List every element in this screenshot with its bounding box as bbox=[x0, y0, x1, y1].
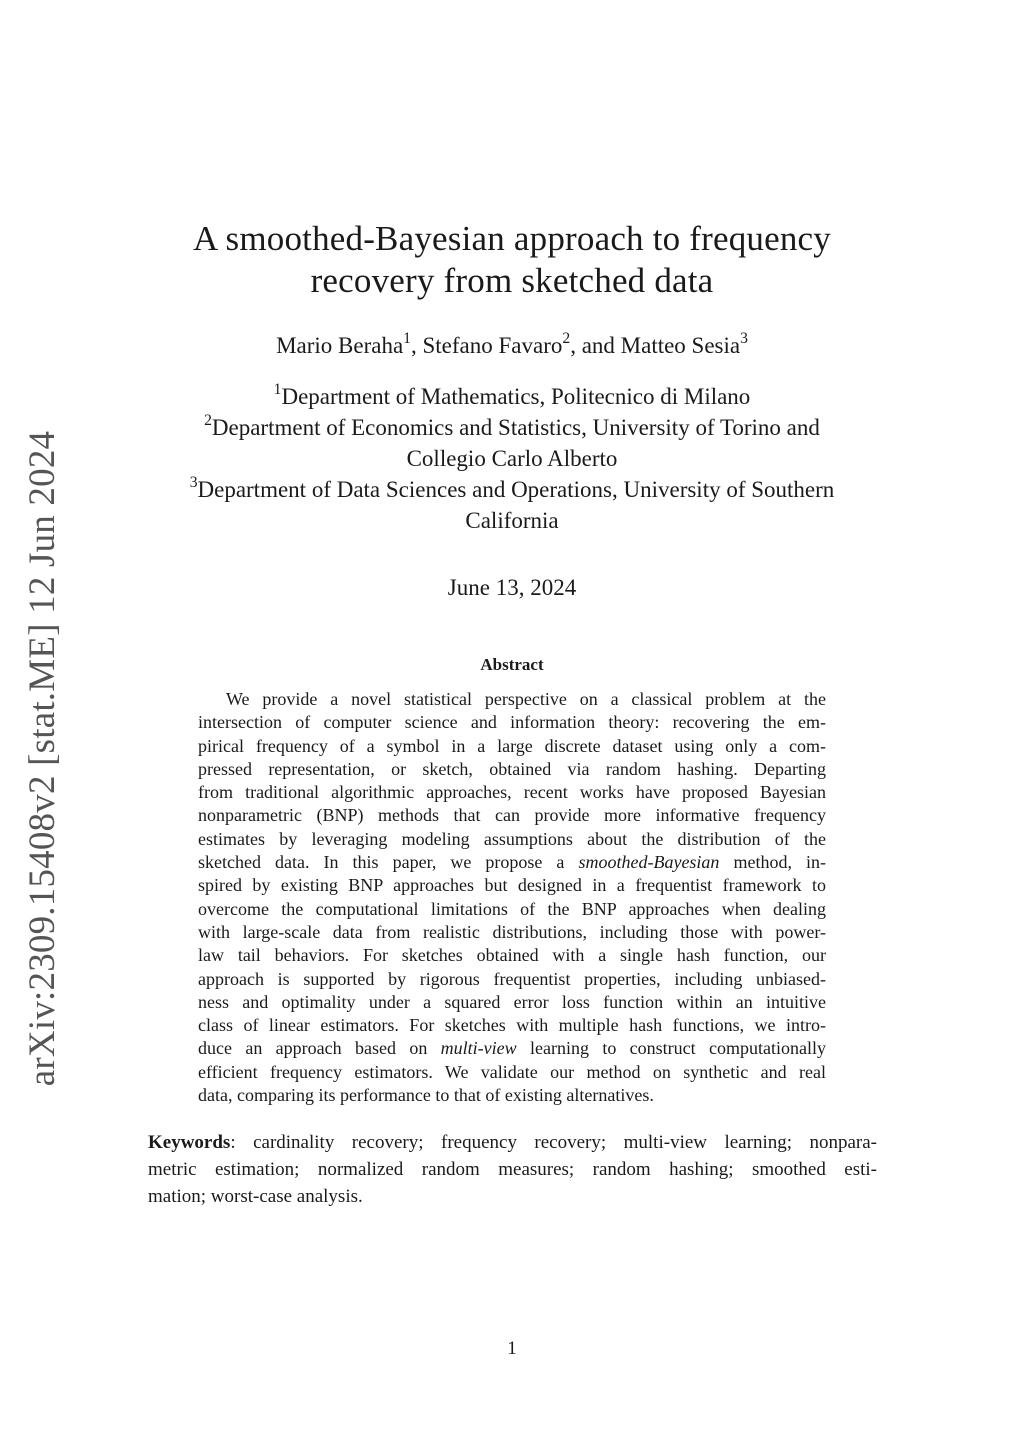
abstract-line: with large-scale data from realistic distributions, including those with power- bbox=[198, 921, 826, 942]
title-line-2: recovery from sketched data bbox=[310, 261, 714, 300]
author-name: Mario Beraha bbox=[276, 333, 404, 358]
author-affiliation-mark: 3 bbox=[740, 329, 748, 347]
author-list bbox=[150, 331, 874, 361]
abstract-line: spired by existing BNP approaches but designed in a frequentist framework to bbox=[198, 875, 826, 896]
author-separator: , bbox=[410, 333, 423, 358]
abstract-line: intersection of computer science and information theory: recovering the em- bbox=[198, 712, 826, 733]
abstract-body bbox=[198, 688, 826, 1107]
keywords-line: Keywords: cardinality recovery; frequency recovery; multi-view learning; nonpara- bbox=[148, 1132, 877, 1153]
affiliation-1 bbox=[150, 381, 874, 412]
affiliation-3-continued: California bbox=[465, 508, 559, 533]
abstract-line: ness and optimality under a squared error loss function within an intuitive bbox=[198, 991, 826, 1012]
affiliation-mark: 3 bbox=[189, 473, 198, 491]
affiliation-2-continued: Collegio Carlo Alberto bbox=[406, 446, 618, 471]
abstract-line: class of linear estimators. For sketches with multiple hash functions, we intro- bbox=[198, 1015, 826, 1036]
abstract-line: nonparametric (BNP) methods that can provide more informative frequency bbox=[198, 805, 826, 826]
abstract-line: estimates by leveraging modeling assumptions about the distribution of the bbox=[198, 828, 826, 849]
keywords-label: Keywords bbox=[148, 1132, 231, 1153]
abstract-line: data, comparing its performance to that of existing alternatives. bbox=[198, 1085, 654, 1106]
affiliation-3 bbox=[150, 474, 874, 505]
keywords-line: metric estimation; normalized random measures; random hashing; smoothed esti- bbox=[148, 1159, 877, 1180]
abstract-line: duce an approach based on multi-view learning to construct computationally bbox=[198, 1038, 826, 1059]
abstract-emphasis: smoothed-Bayesian bbox=[578, 852, 720, 873]
keywords-section bbox=[148, 1129, 877, 1210]
abstract-line: We provide a novel statistical perspective on a classical problem at the bbox=[226, 689, 826, 709]
abstract-line: from traditional algorithmic approaches, recent works have proposed Bayesian bbox=[198, 782, 826, 803]
arxiv-identifier-stamp bbox=[18, 430, 68, 1086]
affiliation-mark: 2 bbox=[204, 411, 212, 429]
abstract-heading: Abstract bbox=[480, 655, 544, 674]
author-separator-and: , and bbox=[570, 333, 621, 358]
abstract-line: sketched data. In this paper, we propose a smoothed-Bayesian method, in- bbox=[198, 852, 826, 873]
abstract-line: pirical frequency of a symbol in a large discrete dataset using only a com- bbox=[198, 735, 826, 756]
author-affiliation-mark: 2 bbox=[562, 329, 571, 347]
author-affiliation-mark: 1 bbox=[403, 329, 411, 347]
page-number: 1 bbox=[507, 1338, 517, 1359]
affiliation-text: Department of Mathematics, Politecnico di Milano bbox=[281, 384, 751, 409]
paper-title bbox=[150, 218, 874, 302]
affiliation-2 bbox=[150, 412, 874, 443]
abstract-line: approach is supported by rigorous frequentist properties, including unbiased- bbox=[198, 968, 826, 989]
abstract-line: efficient frequency estimators. We validate our method on synthetic and real bbox=[198, 1061, 826, 1082]
keywords-line: mation; worst-case analysis. bbox=[148, 1186, 363, 1207]
affiliation-text: Department of Economics and Statistics, University of Torino and bbox=[211, 415, 820, 440]
author-name: Matteo Sesia bbox=[620, 333, 741, 358]
title-line-1: A smoothed-Bayesian approach to frequency bbox=[193, 219, 831, 258]
affiliation-text: Department of Data Sciences and Operations, University of Southern bbox=[197, 477, 835, 502]
affiliation-list bbox=[150, 381, 874, 536]
abstract-line: law tail behaviors. For sketches obtained with a single hash function, our bbox=[198, 945, 826, 966]
abstract-emphasis: multi-view bbox=[440, 1038, 517, 1059]
publication-date: June 13, 2024 bbox=[447, 575, 577, 600]
arxiv-identifier-text: arXiv:2309.15408v2 [stat.ME] 12 Jun 2024 bbox=[22, 430, 64, 1086]
affiliation-mark: 1 bbox=[273, 380, 282, 398]
author-name: Stefano Favaro bbox=[422, 333, 563, 358]
abstract-line: pressed representation, or sketch, obtained via random hashing. Departing bbox=[198, 758, 826, 779]
abstract-line: overcome the computational limitations of the BNP approaches when dealing bbox=[198, 898, 826, 919]
